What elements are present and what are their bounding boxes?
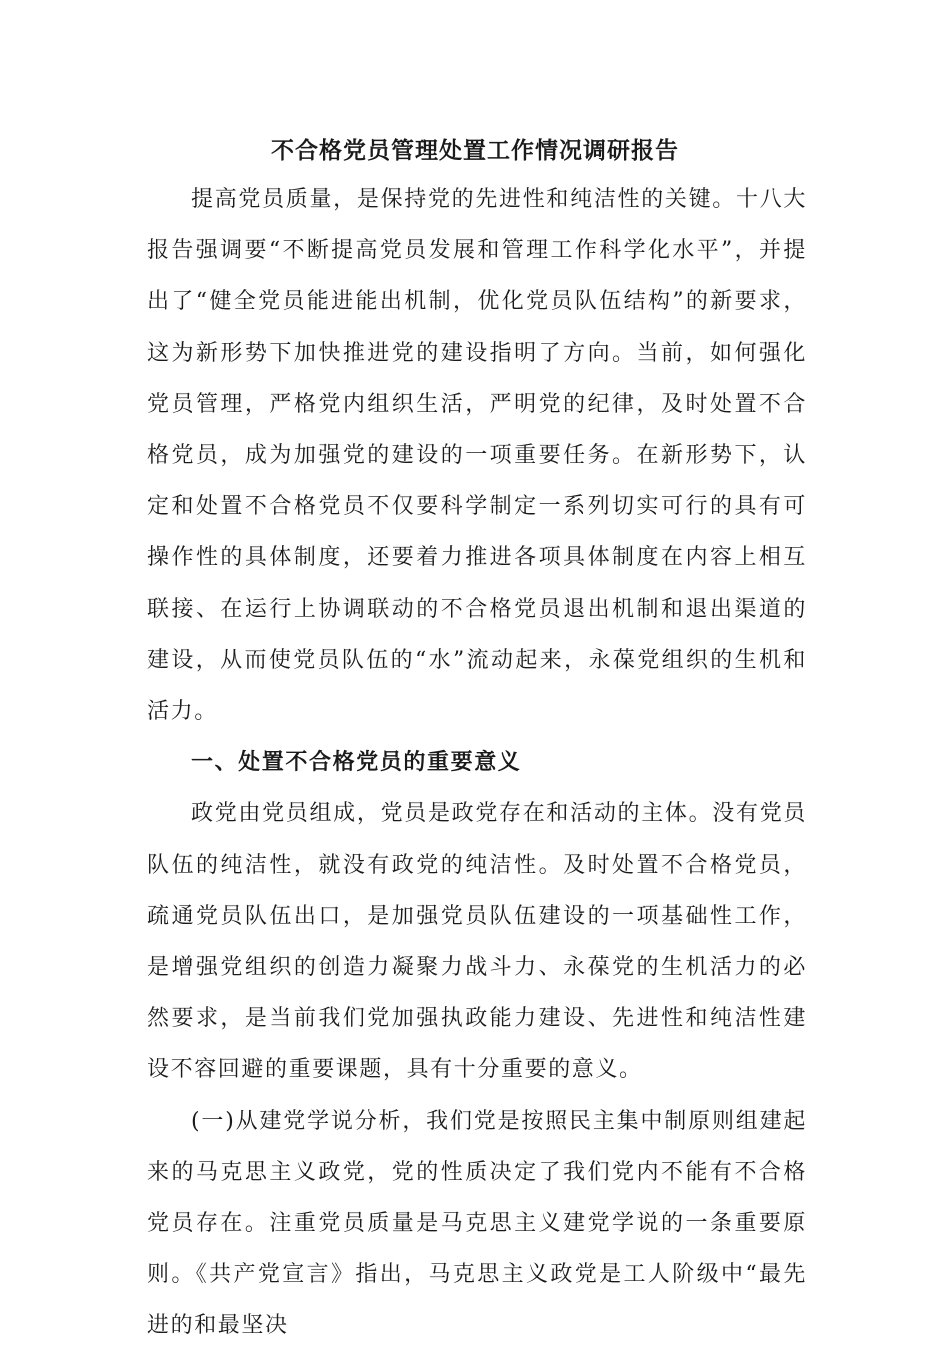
section-1-heading: 一、处置不合格党员的重要意义	[191, 749, 522, 776]
document-title: 不合格党员管理处置工作情况调研报告	[271, 137, 679, 164]
section-1-paragraph: 政党由党员组成，党员是政党存在和活动的主体。没有党员队伍的纯洁性，就没有政党的纯洁性。及时处置不合格党员，疏通党员队伍出口，是加强党员队伍建设的一项基础性工作，是增强党组织的创造力凝聚力战斗力、永葆党的生机活力的必然要求，是当前我们党加强执政能力建设、先进性和纯洁性建设不容回避的重要课题，具有十分重要的意义。	[147, 801, 807, 1083]
subsection-1-paragraph: (一)从建党学说分析，我们党是按照民主集中制原则组建起来的马克思主义政党，党的性质决定了我们党内不能有不合格党员存在。注重党员质量是马克思主义建党学说的一条重要原则。《共产党宣言》指出，马克思主义政党是工人阶级中“最先进的和最坚决	[147, 1108, 807, 1339]
intro-paragraph: 提高党员质量，是保持党的先进性和纯洁性的关键。十八大报告强调要“不断提高党员发展和管理工作科学化水平”，并提出了“健全党员能进能出机制，优化党员队伍结构”的新要求，这为新形势下加快推进党的建设指明了方向。当前，如何强化党员管理，严格党内组织生活，严明党的纪律，及时处置不合格党员，成为加强党的建设的一项重要任务。在新形势下，认定和处置不合格党员不仅要科学制定一系列切实可行的具有可操作性的具体制度，还要着力推进各项具体制度在内容上相互联接、在运行上协调联动的不合格党员退出机制和退出渠道的建设，从而使党员队伍的“水”流动起来，永葆党组织的生机和活力。	[147, 187, 807, 725]
body-text	[147, 174, 807, 1352]
